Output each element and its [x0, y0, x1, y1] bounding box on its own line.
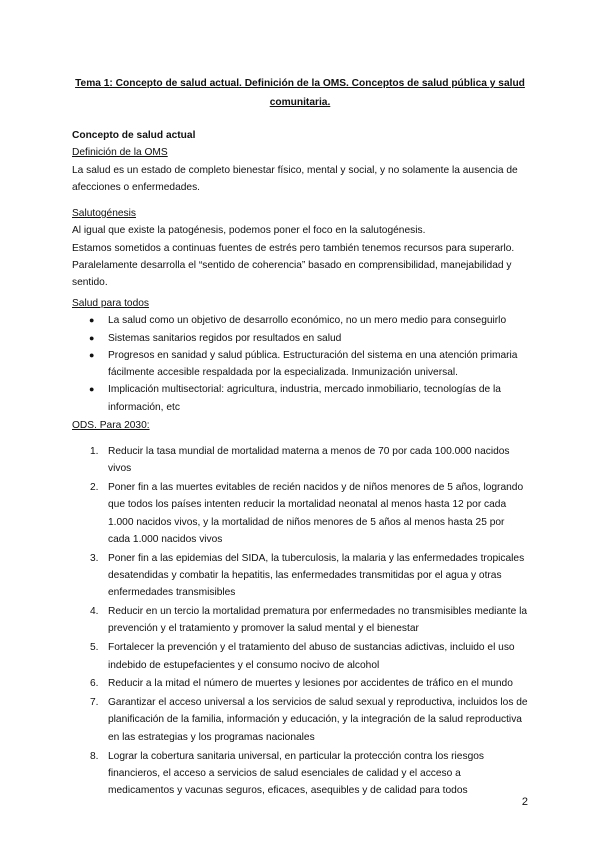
ods-heading-block	[72, 417, 528, 434]
bullet-icon: ●	[89, 384, 95, 395]
concepto-section	[72, 127, 528, 196]
salutogenesis-section	[72, 205, 528, 291]
document-title: Tema 1: Concepto de salud actual. Definición de la OMS. Conceptos de salud pública y salud comunitaria.	[75, 78, 525, 108]
list-item: 8. Lograr la cobertura sanitaria universal, en particular la protección contra los riesgos financieros, el acceso a servicios de salud esenciales de calidad y el acceso a medicamentos y vacunas seguros, eficaces, asequibles y de calidad para todos	[90, 750, 484, 797]
ods-section	[72, 443, 528, 801]
salutogenesis-line: Al igual que existe la patogénesis, podemos poner el foco en la salutogénesis.	[72, 225, 426, 237]
list-item: 4. Reducir en un tercio la mortalidad prematura por enfermedades no transmisibles mediante la prevención y el tratamiento y promover la salud mental y el bienestar	[90, 606, 528, 635]
salud-para-todos-heading: Salud para todos	[72, 298, 150, 309]
list-item: 3. Poner fin a las epidemias del SIDA, la tuberculosis, la malaria y las enfermedades tropicales desatendidas y combatir la hepatitis, las enfermedades transmitidas por el agua y otras enfermedades transmisibles	[90, 552, 525, 599]
bullet-icon: ●	[89, 332, 95, 343]
list-item: ● Progresos en sanidad y salud pública. Estructuración del sistema en una atención primaria fácilmente accesible respaldada por la especializada. Inmunización universal.	[72, 347, 528, 382]
ods-list	[72, 443, 528, 799]
list-item: 7. Garantizar el acceso universal a los servicios de salud sexual y reproductiva, incluidos los de planificación de la familia, información y educación, y la integración de la salud reproductiva en las estrategias y los programas nacionales	[90, 697, 528, 743]
salutogenesis-line: Estamos sometidos a continuas fuentes de estrés pero también tenemos recursos para superarlo.	[72, 242, 515, 254]
section-heading: Concepto de salud actual	[72, 130, 196, 141]
page-number: 2	[521, 796, 528, 808]
list-item: 2. Poner fin a las muertes evitables de recién nacidos y de niños menores de 5 años, logrando que todos los países intenten reducir la mortalidad neonatal al menos hasta 12 por cada 1.000 nacidos vivos, y la mortalidad de niños menores de 5 años al menos hasta 25 por cada 1.000 nacidos vivos	[90, 482, 524, 545]
list-item: 5. Fortalecer la prevención y el tratamiento del abuso de sustancias adictivas, incluido el uso indebido de estupefacientes y el consumo nocivo de alcohol	[90, 642, 515, 671]
ods-heading: ODS. Para 2030:	[72, 420, 150, 431]
bullet-icon: ●	[89, 349, 95, 360]
list-item: ● Implicación multisectorial: agricultura, industria, mercado inmobiliario, tecnologías de la información, etc	[72, 381, 528, 416]
list-item: ● La salud como un objetivo de desarrollo económico, no un mero medio para conseguirlo	[72, 312, 528, 329]
salutogenesis-line: Paralelamente desarrolla el “sentido de coherencia” basado en comprensibilidad, manejabilidad y sentido.	[72, 259, 512, 289]
list-item: 6. Reducir a la mitad el número de muertes y lesiones por accidentes de tráfico en el mundo	[90, 678, 513, 690]
list-item: 1. Reducir la tasa mundial de mortalidad materna a menos de 70 por cada 100.000 nacidos vivos	[90, 446, 510, 475]
salud-para-todos-section	[72, 295, 528, 416]
definicion-heading: Definición de la OMS	[72, 147, 168, 159]
salutogenesis-heading: Salutogénesis	[72, 208, 137, 219]
definicion-text: La salud es un estado de completo bienestar físico, mental y social, y no solamente la ausencia de afecciones o enfermedades.	[72, 164, 518, 193]
bullet-icon: ●	[89, 315, 95, 326]
salud-para-todos-list	[72, 312, 528, 416]
list-item: ● Sistemas sanitarios regidos por resultados en salud	[72, 330, 528, 347]
